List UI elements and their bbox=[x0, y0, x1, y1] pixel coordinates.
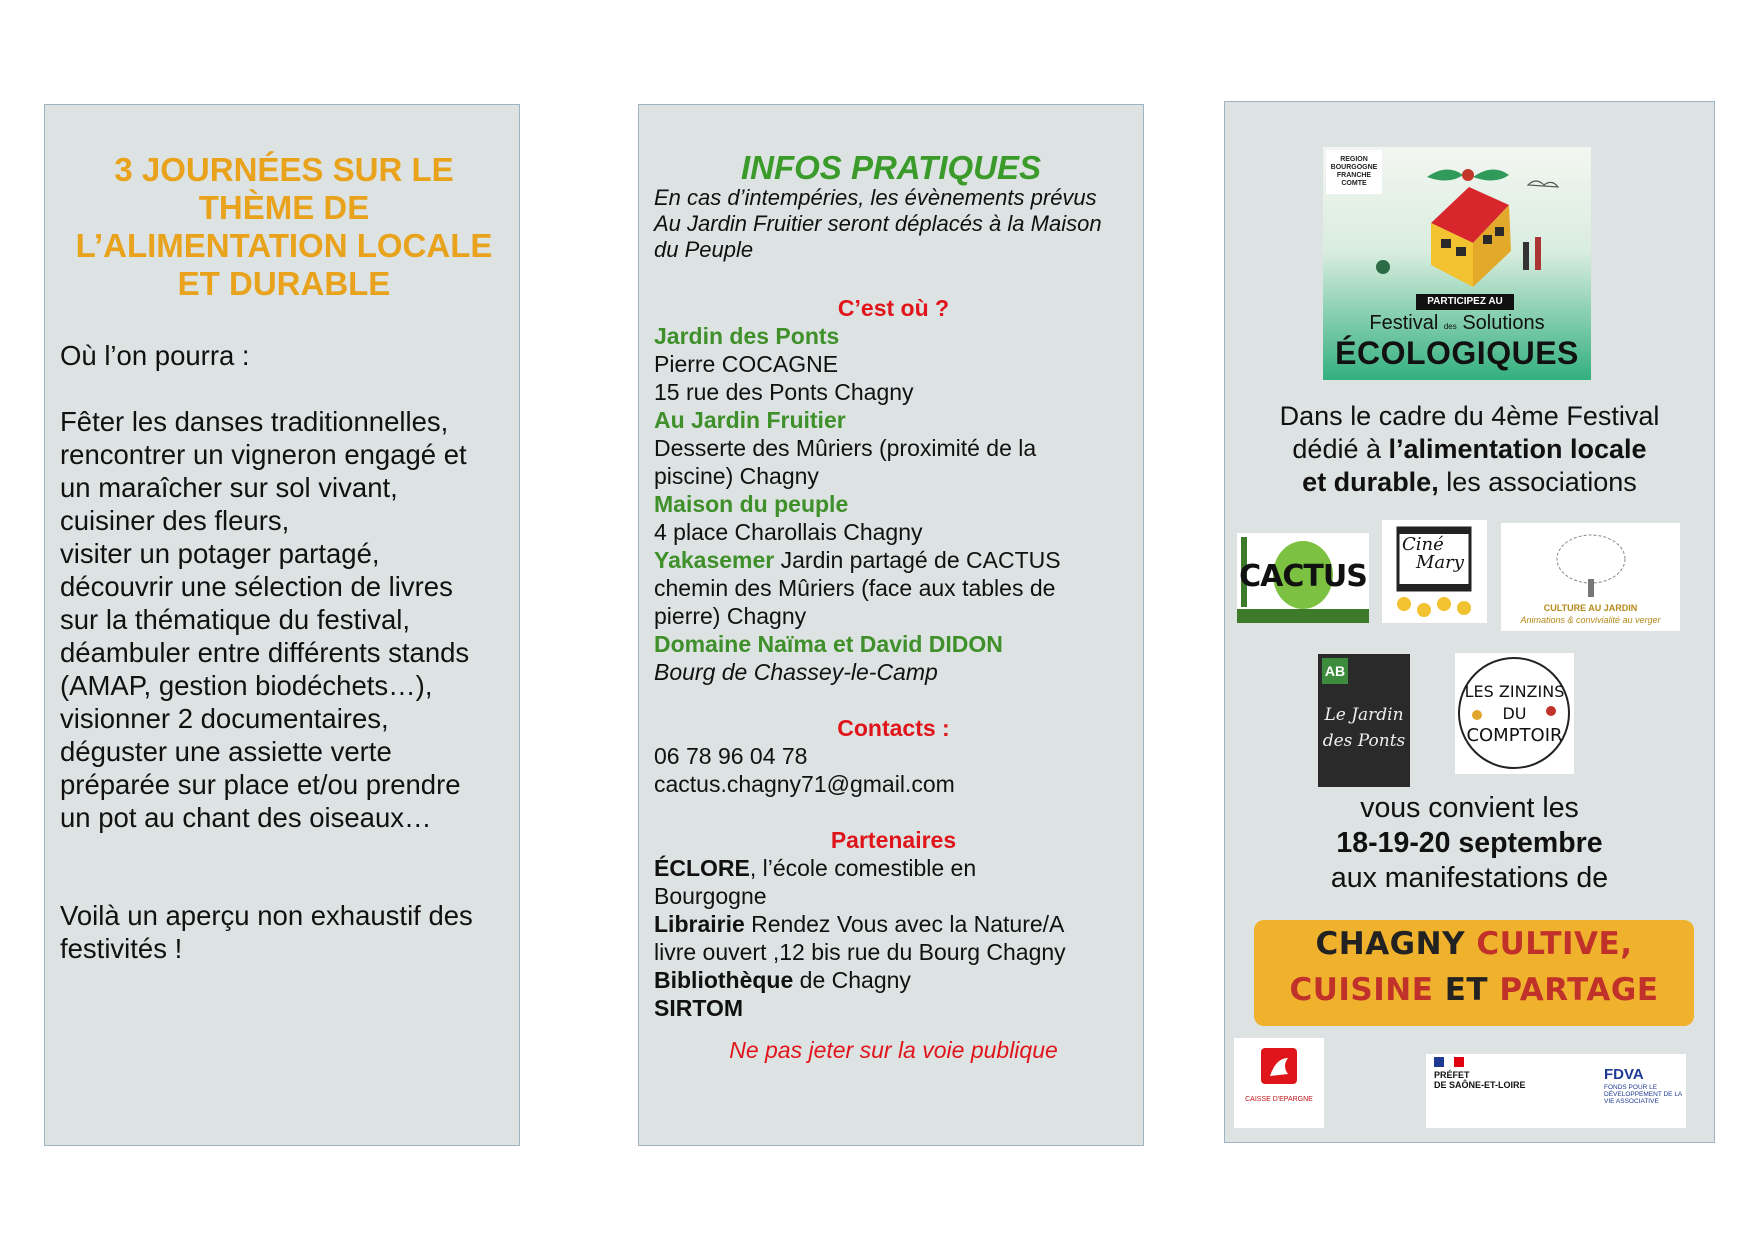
venue-name: Maison du peuple bbox=[654, 491, 849, 517]
panel1-activities: Fêter les danses traditionnelles, rencontrer un vigneron engagé et un maraîcher sur sol vivant, cuisiner des fleurs, visiter un potager partagé, découvrir une sélection de livres sur la thématique du festival, déambuler entre différents stands (AMAP, gestion biodéchets…), visionner 2 documentaires, déguster une assiette verte préparée sur place et/ou prendre un pot au chant des oiseaux… bbox=[60, 406, 470, 833]
infos-body: En cas d’intempéries, les évènements prévus Au Jardin Fruitier seront déplacés à la Maison du Peuple C’est où ? Jardin des Ponts Pierre COCAGNE 15 rue des Ponts Chagny Au Jardin Fruitier Desserte des Mûriers (proximité de la piscine) Chagny Maison du peuple 4 place Charollais Chagny Yakasemer Jardin partagé de CACTUS chemin des Mûriers (face aux tables de pierre) Chagny Domaine Naïma et David DIDON Bourg de Chassey-le-Camp Contacts : 06 78 96 04 78 cactus.chagny71@gmail.com Partenaires ÉCLORE, l’école comestible en Bourgogne Librairie Rendez Vous avec la Nature/A livre ouvert ,12 bis rue du Bourg Chagny Bibliothèque de Chagny SIRTOM Ne pas jeter sur la voie publique bbox=[654, 185, 1133, 1064]
festival-intro: Dans le cadre du 4ème Festival dédié à l’alimentation locale et durable, les associations bbox=[1279, 401, 1660, 497]
festival-ecologiques: ÉCOLOGIQUES bbox=[1335, 335, 1579, 371]
phone-number: 06 78 96 04 78 bbox=[654, 743, 808, 769]
tree-icon bbox=[1501, 523, 1680, 603]
squirrel-icon bbox=[1234, 1038, 1324, 1098]
panel1-closing: Voilà un aperçu non exhaustif des festivités ! bbox=[60, 900, 473, 964]
where-heading: C’est où ? bbox=[837, 295, 950, 321]
partners-heading: Partenaires bbox=[830, 827, 957, 853]
zinzins-du-comptoir-logo: LES ZINZINS DU COMPTOIR bbox=[1455, 653, 1574, 774]
participez-badge: PARTICIPEZ AU bbox=[1416, 294, 1514, 310]
chagny-cultive-banner: CHAGNY CULTIVE, CUISINE ET PARTAGE bbox=[1254, 920, 1694, 1026]
partner-item: Librairie Rendez Vous avec la Nature/A bbox=[654, 911, 1065, 937]
cactus-logo: CACTUS bbox=[1237, 533, 1369, 623]
partner-item: SIRTOM bbox=[654, 995, 744, 1021]
convene-text: vous convient les 18-19-20 septembre aux manifestations de bbox=[1235, 791, 1704, 896]
house-illustration-icon bbox=[1323, 147, 1591, 297]
festival-logo bbox=[1323, 147, 1591, 380]
middle-panel bbox=[638, 104, 1144, 1146]
partner-item: ÉCLORE, l’école comestible en bbox=[654, 855, 977, 881]
culture-au-jardin-logo: CULTURE AU JARDIN Animations & convivialité au verger bbox=[1501, 523, 1680, 631]
venue-name: Au Jardin Fruitier bbox=[654, 407, 846, 433]
jardin-des-ponts-logo: AB Le Jardin des Ponts bbox=[1318, 654, 1410, 787]
footer-notice: Ne pas jeter sur la voie publique bbox=[729, 1037, 1058, 1063]
right-panel bbox=[1224, 101, 1715, 1143]
left-panel bbox=[44, 104, 520, 1146]
prefet-fdva-logo: PRÉFET DE SAÔNE-ET-LOIRE FDVA FONDS POUR LE DÉVELOPPEMENT DE LA VIE ASSOCIATIVE bbox=[1426, 1054, 1686, 1128]
infos-title: INFOS PRATIQUES bbox=[740, 149, 1042, 186]
french-flag-icon bbox=[1434, 1057, 1464, 1067]
venue-name: Domaine Naïma et David DIDON bbox=[654, 631, 1003, 657]
festival-name: Festival des Solutions bbox=[1369, 312, 1545, 334]
weather-notice: En cas d’intempéries, les évènements prévus Au Jardin Fruitier seront déplacés à la Maison du Peuple bbox=[654, 185, 1102, 262]
email-address[interactable]: cactus.chagny71@gmail.com bbox=[654, 771, 955, 797]
cinemary-logo: Ciné Mary bbox=[1382, 520, 1487, 623]
panel1-title: 3 JOURNÉES SUR LE THÈME DE L’ALIMENTATION LOCALE ET DURABLE bbox=[75, 151, 493, 302]
festival-dates: 18-19-20 septembre bbox=[1336, 827, 1603, 859]
venue-name: Jardin des Ponts bbox=[654, 323, 840, 349]
panel1-intro: Où l’on pourra : bbox=[60, 340, 250, 371]
caisse-epargne-logo: CAISSE D'EPARGNE bbox=[1234, 1038, 1324, 1128]
contacts-heading: Contacts : bbox=[837, 715, 950, 741]
partner-item: Bibliothèque de Chagny bbox=[654, 967, 911, 993]
venue-yakasemer: Yakasemer Jardin partagé de CACTUS bbox=[654, 547, 1061, 573]
ab-label: AB bbox=[1322, 658, 1348, 684]
region-logo: REGION BOURGOGNE FRANCHE COMTE bbox=[1326, 150, 1382, 194]
